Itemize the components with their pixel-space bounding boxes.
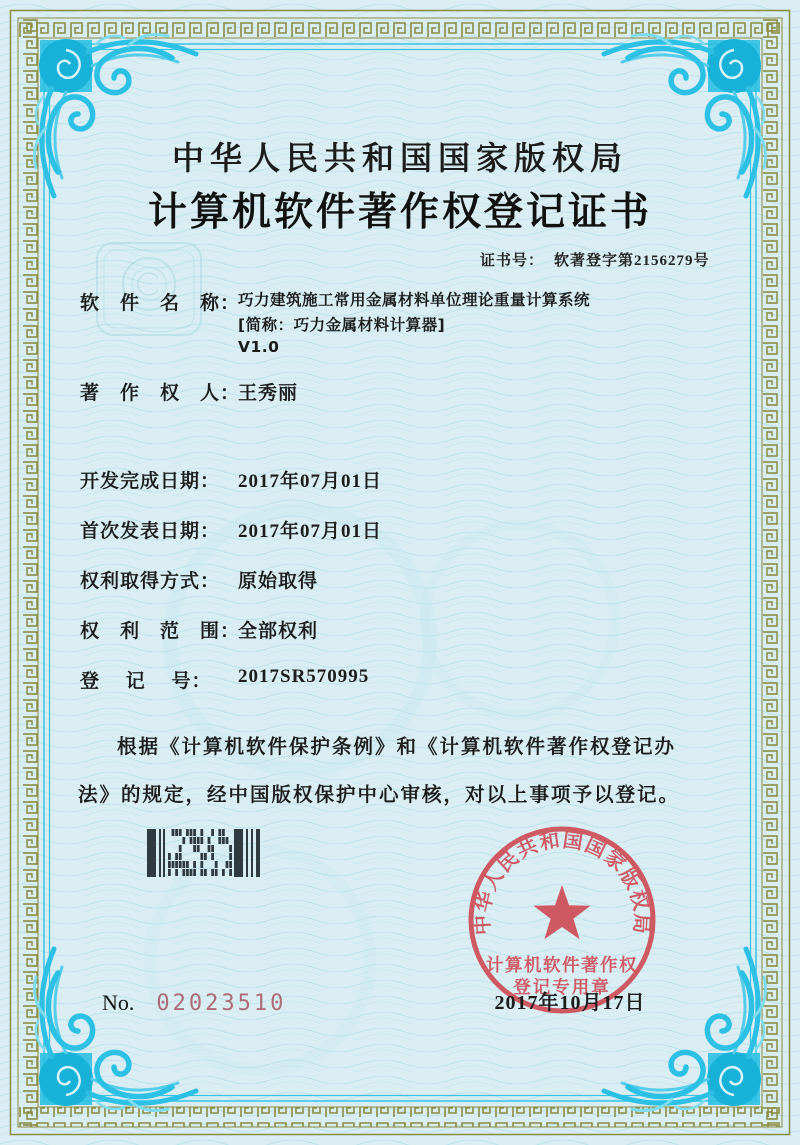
serial-number-value: 02023510: [156, 991, 287, 1016]
software-version: V1.0: [238, 338, 280, 356]
registration-no-value: 2017SR570995: [238, 666, 370, 687]
rights-scope-value: 全部权利: [238, 621, 319, 642]
dev-date-label: 开发完成日期：: [80, 471, 221, 492]
dev-date-value: 2017年07月01日: [238, 471, 383, 492]
statement-paragraph: 根据《计算机软件保护条例》和《计算机软件著作权登记办法》的规定，经中国版权保护中心审核，对以上事项予以登记。: [78, 737, 681, 806]
rights-acquisition-value: 原始取得: [238, 571, 319, 592]
certificate-number-row: [480, 249, 710, 270]
field-row-dev-date: [80, 466, 382, 493]
software-name-line2: [简称：巧力金属材料计算器]: [238, 316, 446, 334]
software-name-line1: 巧力建筑施工常用金属材料单位理论重量计算系统: [238, 291, 591, 309]
field-row-rights-scope: [80, 616, 318, 643]
serial-number-row: [102, 990, 286, 1016]
first-pub-date-value: 2017年07月01日: [238, 521, 383, 542]
issue-date: 2017年10月17日: [494, 992, 646, 1014]
field-row-software-name: [80, 288, 590, 356]
certificate-number-value: 软著登字第2156279号: [554, 253, 710, 269]
author-label: 著 作 权 人：: [80, 383, 241, 404]
seal-line2: 登记专用章: [513, 977, 611, 997]
authority-title: 中华人民共和国国家版权局: [171, 140, 628, 176]
rights-scope-label: 权 利 范 围：: [80, 621, 241, 642]
software-name-label: 软 件 名 称：: [80, 293, 241, 314]
field-row-first-pub-date: [80, 516, 382, 543]
field-row-rights-acquisition: [80, 566, 318, 593]
star-icon: [533, 885, 590, 939]
certificate-number-label: 证书号：: [480, 253, 545, 269]
field-row-registration-no: [80, 666, 369, 693]
registration-no-label: 登 记 号：: [80, 671, 212, 692]
rights-acquisition-label: 权利取得方式：: [80, 571, 221, 592]
first-pub-date-label: 首次发表日期：: [80, 521, 221, 542]
barcode: [147, 829, 267, 877]
serial-number-label: No.: [102, 990, 135, 1015]
author-value: 王秀丽: [238, 383, 299, 404]
seal-line1: 计算机软件著作权: [486, 955, 638, 975]
certificate-title: 计算机软件著作权登记证书: [147, 191, 652, 234]
seal-ring-text: 中华人民共和国国家版权局: [471, 829, 653, 936]
field-row-author: [80, 378, 298, 405]
